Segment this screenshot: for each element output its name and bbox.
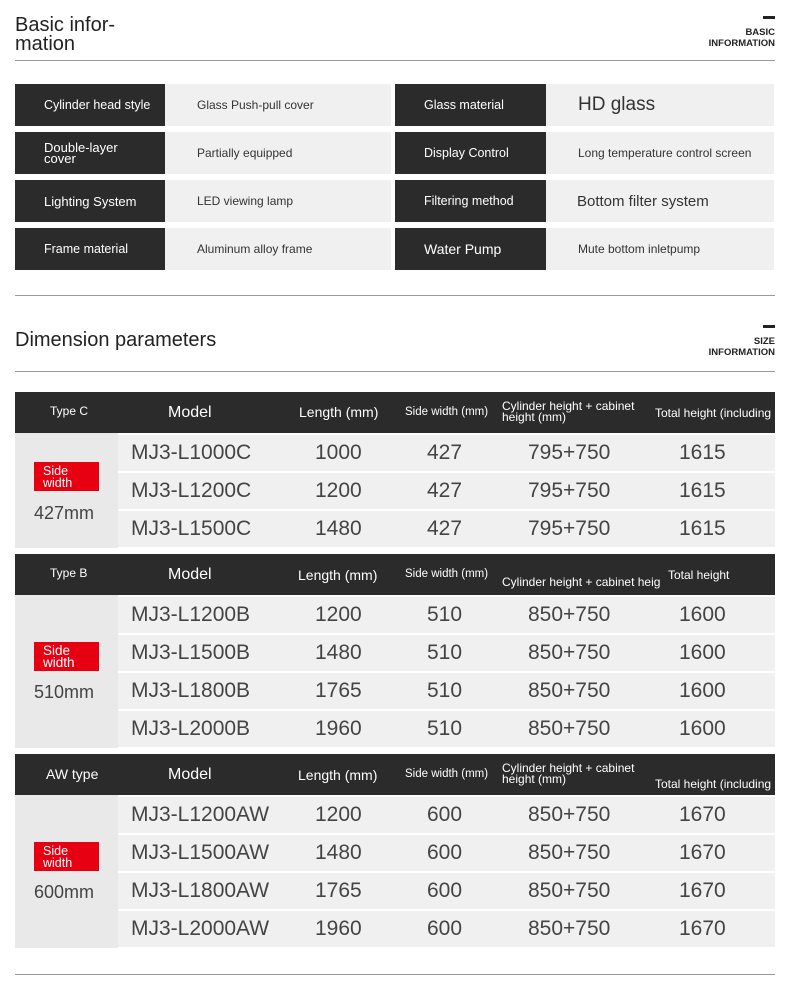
cell-total: 1670 (679, 879, 726, 902)
cell-total: 1600 (679, 603, 726, 626)
cell-side: 427 (427, 441, 463, 464)
cell-cyl: 850+750 (528, 641, 611, 664)
cell-cyl: 795+750 (528, 517, 611, 540)
spec-label: Double-layer cover (15, 132, 165, 174)
spec-value: Aluminum alloy frame (165, 228, 391, 270)
col-side: Side width (mm) (405, 768, 489, 780)
col-length: Length (mm) (298, 767, 378, 783)
col-total: Total height (668, 568, 730, 582)
table-row (118, 711, 775, 747)
table-row (118, 911, 775, 947)
spec-value: Partially equipped (165, 132, 391, 174)
divider (15, 974, 775, 975)
spec-label: Glass material (395, 84, 546, 126)
cell-side: 510 (427, 603, 463, 626)
cell-length: 1200 (315, 479, 362, 502)
cell-total: 1600 (679, 641, 726, 664)
cell-model: MJ3-L1500B (131, 641, 251, 664)
cell-total: 1600 (679, 717, 726, 740)
spec-value: Long temperature control screen (546, 132, 774, 174)
cell-length: 1200 (315, 803, 362, 826)
table-header-type-aw (15, 754, 775, 795)
cell-model: MJ3-L1500AW (131, 841, 270, 864)
spec-label: Lighting System (15, 180, 165, 222)
cell-length: 1765 (315, 679, 362, 702)
spec-value: Bottom filter system (546, 180, 774, 222)
col-model: Model (168, 404, 212, 421)
cell-side: 600 (427, 803, 463, 826)
side-width-value: 510mm (34, 682, 95, 702)
spec-label: Cylinder head style (15, 84, 165, 126)
badge-line2: INFORMATION (708, 347, 775, 358)
cell-cyl: 850+750 (528, 879, 611, 902)
table-row (118, 835, 775, 871)
spec-value: HD glass (546, 84, 774, 126)
divider (15, 295, 775, 296)
cell-total: 1670 (679, 917, 726, 940)
cell-length: 1200 (315, 603, 362, 626)
table-row (118, 635, 775, 671)
cell-cyl: 850+750 (528, 803, 611, 826)
cell-model: MJ3-L2000AW (131, 917, 270, 940)
cell-side: 600 (427, 879, 463, 902)
cell-cyl: 850+750 (528, 603, 611, 626)
group-label-b (15, 595, 118, 748)
group-label-aw (15, 795, 118, 948)
badge-line1: BASIC (745, 27, 775, 38)
spec-value: Mute bottom inletpump (546, 228, 774, 270)
cell-model: MJ3-L1800AW (131, 879, 270, 902)
cell-cyl: 850+750 (528, 717, 611, 740)
badge-dash (763, 325, 775, 328)
cell-model: MJ3-L1500C (131, 517, 252, 540)
table-row (118, 673, 775, 709)
cell-length: 1960 (315, 917, 362, 940)
divider (15, 371, 775, 372)
cell-side: 510 (427, 717, 463, 740)
spec-label: Filtering method (395, 180, 546, 222)
cell-cyl: 850+750 (528, 841, 611, 864)
basic-info-badge (709, 16, 775, 49)
cell-length: 1960 (315, 717, 362, 740)
col-model: Model (168, 566, 212, 583)
col-side: Side width (mm) (405, 568, 489, 580)
spec-label: Frame material (15, 228, 165, 270)
cell-cyl: 850+750 (528, 679, 611, 702)
cell-length: 1000 (315, 441, 362, 464)
col-length: Length (mm) (298, 567, 378, 583)
basic-info-title (15, 16, 115, 54)
col-type: Type B (50, 566, 88, 580)
basic-info-title-line2: mation (15, 33, 76, 55)
spec-label: Water Pump (395, 228, 546, 270)
table-row (118, 511, 775, 547)
col-type: Type C (50, 404, 89, 418)
col-cyl: Cylinder height + cabinet height (mm) (502, 761, 635, 786)
badge-line2: INFORMATION (708, 38, 775, 49)
side-width-tag: Side width (34, 462, 99, 491)
cell-cyl: 795+750 (528, 479, 611, 502)
col-cyl: Cylinder height + cabinet height (mm) (502, 399, 635, 424)
spec-value: Glass Push-pull cover (165, 84, 391, 126)
table-row (118, 473, 775, 509)
cell-length: 1765 (315, 879, 362, 902)
cell-side: 600 (427, 917, 463, 940)
dimension-badge (709, 325, 775, 358)
table-row (118, 797, 775, 833)
table-row (118, 597, 775, 633)
col-cyl: Cylinder height + cabinet heig (502, 575, 661, 589)
divider (15, 60, 775, 61)
cell-model: MJ3-L1000C (131, 441, 252, 464)
cell-model: MJ3-L1200C (131, 479, 252, 502)
cell-model: MJ3-L2000B (131, 717, 251, 740)
cell-side: 600 (427, 841, 463, 864)
cell-total: 1670 (679, 803, 726, 826)
side-width-value: 600mm (34, 882, 95, 902)
spec-value: LED viewing lamp (165, 180, 391, 222)
cell-total: 1615 (679, 441, 726, 464)
col-model: Model (168, 766, 212, 783)
cell-side: 427 (427, 517, 463, 540)
cell-cyl: 795+750 (528, 441, 611, 464)
badge-line1: SIZE (753, 336, 775, 347)
cell-total: 1615 (679, 517, 726, 540)
badge-dash (763, 16, 775, 19)
table-row (118, 435, 775, 471)
basic-info-title-line1: Basic infor- (15, 14, 116, 36)
dimension-title: Dimension parameters (15, 329, 217, 351)
col-type: AW type (46, 766, 99, 782)
table-header-type-b (15, 554, 775, 595)
col-side: Side width (mm) (405, 406, 489, 418)
cell-cyl: 850+750 (528, 917, 611, 940)
table-header-type-c (15, 392, 775, 433)
cell-length: 1480 (315, 517, 362, 540)
cell-side: 510 (427, 641, 463, 664)
cell-model: MJ3-L1200B (131, 603, 251, 626)
side-width-tag: Side width (34, 842, 99, 871)
spec-label: Display Control (395, 132, 546, 174)
cell-side: 427 (427, 479, 463, 502)
cell-side: 510 (427, 679, 463, 702)
col-total: Total height (including (655, 777, 772, 791)
cell-model: MJ3-L1200AW (131, 803, 270, 826)
side-width-value: 427mm (34, 503, 95, 523)
cell-total: 1600 (679, 679, 726, 702)
cell-total: 1615 (679, 479, 726, 502)
col-total: Total height (including (655, 406, 772, 420)
side-width-tag: Side width (34, 642, 99, 671)
cell-length: 1480 (315, 641, 362, 664)
col-length: Length (mm) (299, 404, 379, 420)
table-row (118, 873, 775, 909)
cell-model: MJ3-L1800B (131, 679, 251, 702)
cell-total: 1670 (679, 841, 726, 864)
group-label-c (15, 433, 118, 548)
cell-length: 1480 (315, 841, 362, 864)
